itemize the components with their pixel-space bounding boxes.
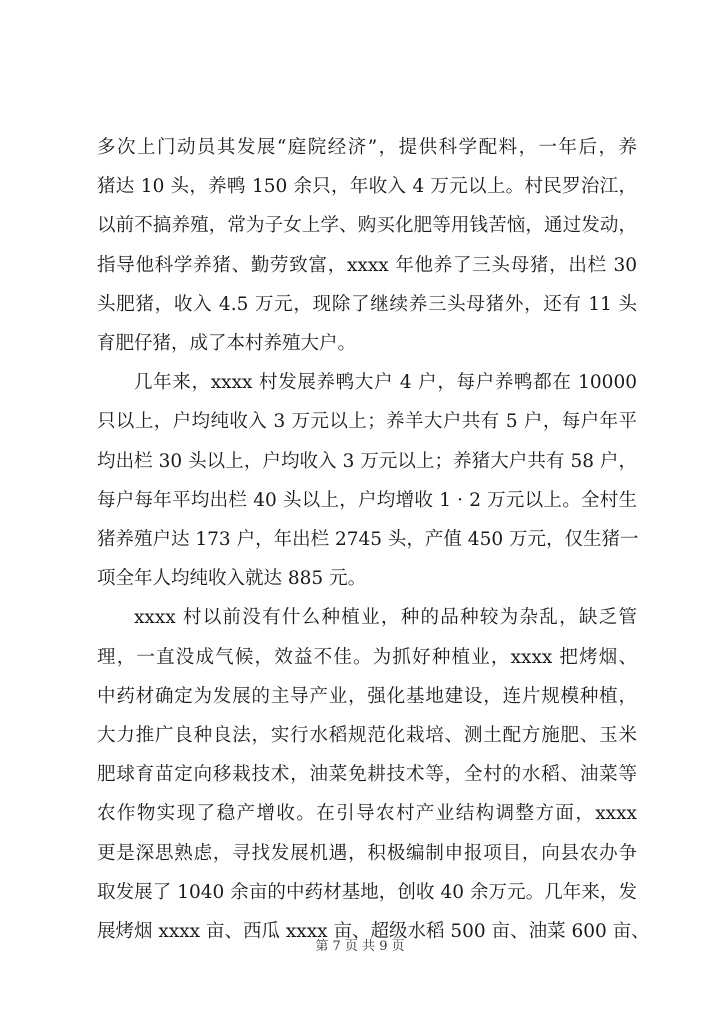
- page-footer: 第 7 页 共 9 页: [315, 939, 405, 954]
- paragraph-2-line-5: 猪养殖户达 173 户，年出栏 2745 头，产值 450 万元，仅生猪一: [97, 529, 639, 550]
- paragraph-3-line-1: xxxx 村以前没有什么种植业，种的品种较为杂乱，缺乏管: [134, 607, 637, 628]
- paragraph-1-line-6: 育肥仔猪，成了本村养殖大户。: [97, 333, 357, 354]
- paragraph-2-line-1: 几年来，xxxx 村发展养鸭大户 4 户，每户养鸭都在 10000: [134, 372, 637, 393]
- paragraph-2-line-3: 均出栏 30 头以上，户均收入 3 万元以上；养猪大户共有 58 户，: [97, 451, 637, 472]
- paragraph-3-line-7: 更是深思熟虑，寻找发展机遇，积极编制申报项目，向县农办争: [97, 843, 637, 864]
- paragraph-3-line-5: 肥球育苗定向移栽技术，油菜免耕技术等，全村的水稻、油菜等: [97, 764, 637, 785]
- paragraph-2-line-4: 每户每年平均出栏 40 头以上，户均增收 1 · 2 万元以上。全村生: [97, 490, 637, 511]
- paragraph-2-line-6: 项全年人均纯收入就达 885 元。: [97, 568, 367, 589]
- paragraph-3-line-8: 取发展了 1040 余亩的中药材基地，创收 40 余万元。几年来，发: [97, 882, 637, 903]
- paragraph-1-line-2: 猪达 10 头，养鸭 150 余只，年收入 4 万元以上。村民罗治江，: [97, 176, 637, 197]
- paragraph-3-line-2: 理，一直没成气候，效益不佳。为抓好种植业，xxxx 把烤烟、: [97, 647, 637, 668]
- paragraph-1-line-5: 头肥猪，收入 4.5 万元，现除了继续养三头母猪外，还有 11 头: [97, 294, 637, 315]
- paragraph-1-line-3: 以前不搞养殖，常为子女上学、购买化肥等用钱苦恼，通过发动，: [97, 215, 637, 236]
- paragraph-3-line-9: 展烤烟 xxxx 亩、西瓜 xxxx 亩、超级水稻 500 亩、油菜 600 亩、: [97, 921, 650, 942]
- paragraph-3-line-6: 农作物实现了稳产增收。在引导农村产业结构调整方面，xxxx: [97, 803, 637, 824]
- paragraph-1-line-4: 指导他科学养猪、勤劳致富，xxxx 年他养了三头母猪，出栏 30: [97, 255, 637, 276]
- paragraph-1-line-1: 多次上门动员其发展“庭院经济”，提供科学配料，一年后，养: [97, 137, 637, 158]
- paragraph-2-line-2: 只以上，户均纯收入 3 万元以上；养羊大户共有 5 户，每户年平: [97, 411, 637, 432]
- paragraph-3-line-3: 中药材确定为发展的主导产业，强化基地建设，连片规模种植，: [97, 686, 637, 707]
- paragraph-3-line-4: 大力推广良种良法，实行水稻规范化栽培、测土配方施肥、玉米: [97, 725, 637, 746]
